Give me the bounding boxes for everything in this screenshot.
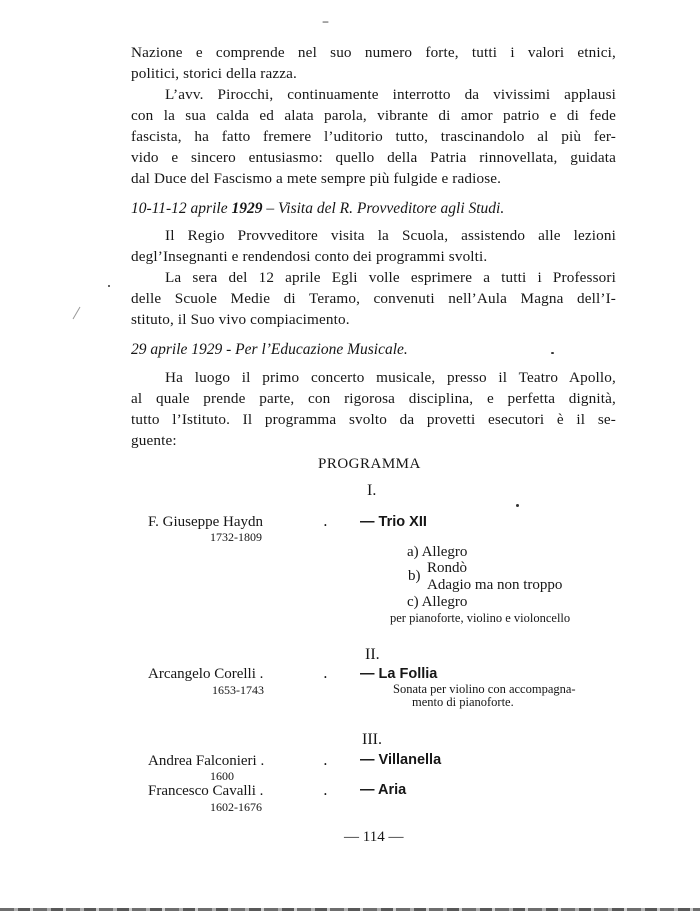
text-line: vido e sincero entusiasmo: quello della Patria rinnovellata, guidata xyxy=(131,149,616,166)
composer-name: Francesco Cavalli . xyxy=(148,783,264,799)
text-line: al quale prende parte, con rigorosa disciplina, e perfetta dignità, xyxy=(131,390,616,407)
work-title: — La Follia xyxy=(360,666,438,682)
movement-b-label: b) xyxy=(408,568,421,584)
movement-b-2: Adagio ma non troppo xyxy=(427,577,563,593)
text-line: Il Regio Provveditore visita la Scuola, assistendo alle lezioni xyxy=(165,227,616,244)
leader-dot: . xyxy=(323,751,328,769)
text-line: stituto, il Suo vivo compiacimento. xyxy=(131,311,350,328)
composer-name: Andrea Falconieri . xyxy=(148,753,265,769)
heading-title: – Visita del R. Provveditore agli Studi. xyxy=(262,200,505,217)
text-line: delle Scuole Medie di Teramo, convenuti nell’Aula Magna dell’I- xyxy=(131,290,616,307)
part-numeral-3: III. xyxy=(362,731,382,748)
leader-dot: . xyxy=(323,781,328,799)
text-line: degl’Insegnanti e rendendosi conto dei programmi svolti. xyxy=(131,248,488,265)
text-line: dal Duce del Fascismo a mete sempre più fulgide e radiose. xyxy=(131,170,502,187)
text-line: tutto l’Istituto. Il programma svolto da provetti esecutori è il se- xyxy=(131,411,616,428)
text-line: L’avv. Pirocchi, continuamente interrotto da vivissimi applausi xyxy=(165,86,616,103)
instrumentation-note: per pianoforte, violino e violoncello xyxy=(390,611,571,625)
part-numeral-2: II. xyxy=(365,646,380,663)
heading-date: 10-11-12 aprile xyxy=(131,200,232,217)
composer-dates: 1732-1809 xyxy=(210,530,262,544)
movement-b-1: Rondò xyxy=(427,560,468,576)
scan-mark xyxy=(73,307,81,320)
work-title: — Trio XII xyxy=(360,514,427,530)
section-heading-educazione-musicale: 29 aprile 1929 - Per l’Educazione Musicale. xyxy=(131,341,408,358)
scan-speck xyxy=(516,504,519,507)
composer-name: F. Giuseppe Haydn xyxy=(148,514,264,530)
work-title: — Villanella xyxy=(360,752,442,768)
heading-year: 1929 xyxy=(231,200,263,217)
section-heading-provveditore xyxy=(131,200,504,218)
composer-dates: 1602-1676 xyxy=(210,800,262,814)
top-mark: – xyxy=(322,14,329,30)
composer-dates: 1653-1743 xyxy=(212,683,264,697)
page-bottom-edge xyxy=(0,908,700,911)
composer-dates: 1600 xyxy=(210,769,234,783)
text-line: Ha luogo il primo concerto musicale, presso il Teatro Apollo, xyxy=(165,369,616,386)
text-line: La sera del 12 aprile Egli volle esprimere a tutti i Professori xyxy=(165,269,616,286)
part-numeral-1: I. xyxy=(367,482,377,499)
work-description-line: Sonata per violino con accompagna- xyxy=(393,682,576,696)
work-description-line: mento di pianoforte. xyxy=(412,695,514,709)
movement-a: a) Allegro xyxy=(407,544,468,560)
page-number: — 114 — xyxy=(344,829,404,845)
leader-dot: . xyxy=(323,512,328,530)
text-line: politici, storici della razza. xyxy=(131,65,298,82)
text-line: guente: xyxy=(131,432,177,449)
work-title: — Aria xyxy=(360,782,407,798)
text-line: con la sua calda ed alata parola, vibrante di amor patrio e di fede xyxy=(131,107,616,124)
scan-speck xyxy=(551,352,554,354)
movement-c: c) Allegro xyxy=(407,594,468,610)
scan-speck xyxy=(108,285,110,287)
text-line: Nazione e comprende nel suo numero forte, tutti i valori etnici, xyxy=(131,44,616,61)
leader-dot: . xyxy=(323,664,328,682)
composer-name: Arcangelo Corelli . xyxy=(148,666,264,682)
text-line: fascista, ha fatto fremere l’uditorio tutto, trascinandolo al più fer- xyxy=(131,128,616,145)
programme-title: PROGRAMMA xyxy=(318,456,421,472)
